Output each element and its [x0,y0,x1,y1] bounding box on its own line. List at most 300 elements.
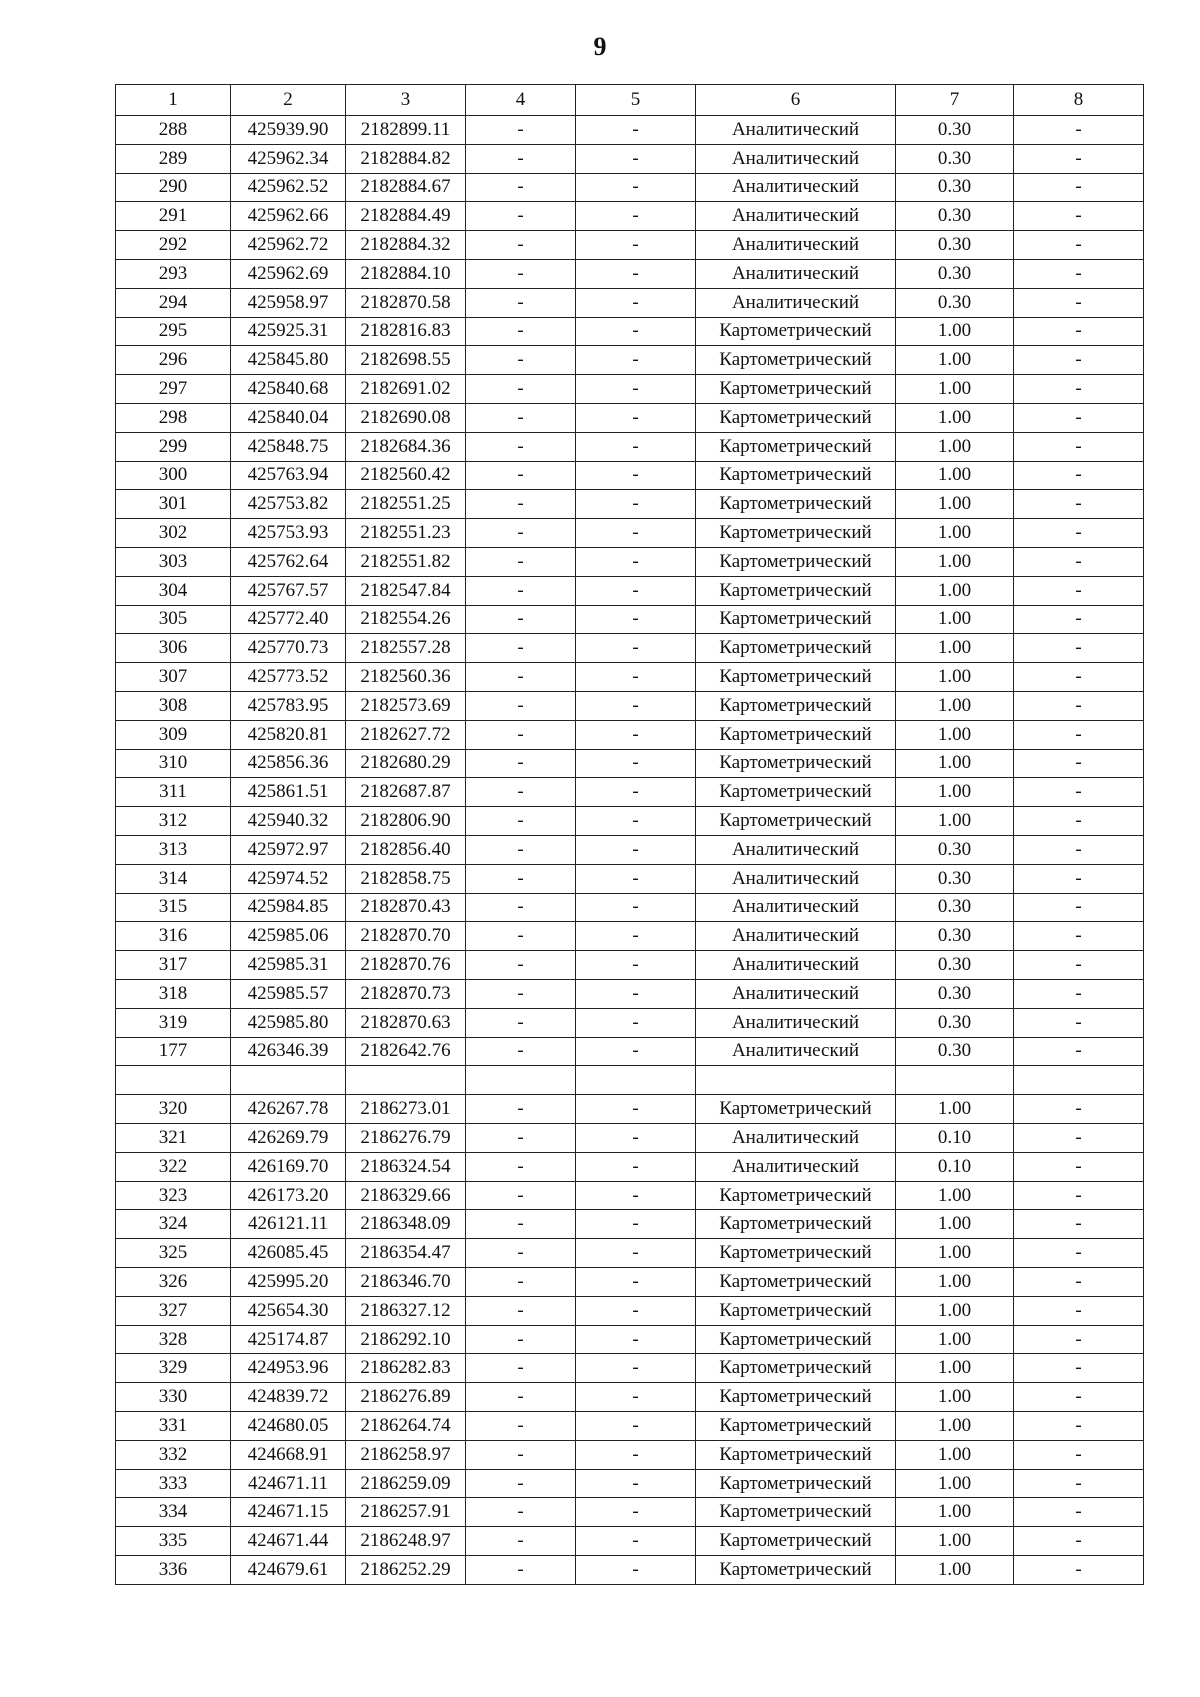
table-cell-col-4: - [466,720,576,749]
table-row [116,346,1144,375]
table-cell-col-7: 1.00 [896,1383,1014,1412]
table-cell-col-5: - [576,634,696,663]
table-cell-col-3: 2182884.49 [346,202,466,231]
table-cell-col-1: 309 [116,720,231,749]
table-cell-col-3: 2186329.66 [346,1181,466,1210]
table-cell-col-2: 424679.61 [231,1556,346,1585]
table-cell-col-5: - [576,144,696,173]
table-row [116,1556,1144,1585]
table-cell-col-2: 425772.40 [231,605,346,634]
table-cell-col-7: 1.00 [896,1325,1014,1354]
column-header-5: 5 [576,85,696,116]
column-header-4: 4 [466,85,576,116]
table-cell-col-7: 1.00 [896,1268,1014,1297]
table-cell-col-5: - [576,835,696,864]
table-cell-col-4: - [466,1296,576,1325]
table-cell-col-8: - [1014,979,1144,1008]
column-header-3: 3 [346,85,466,116]
table-row [116,749,1144,778]
table-cell-col-3: 2186292.10 [346,1325,466,1354]
table-cell-col-5: - [576,259,696,288]
table-cell-col-6: Картометрический [696,1440,896,1469]
table-cell-col-1: 321 [116,1124,231,1153]
table-cell-col-4: - [466,893,576,922]
table-cell-col-6: Картометрический [696,807,896,836]
table-cell-col-4: - [466,1325,576,1354]
table-cell-col-7: 0.30 [896,835,1014,864]
table-cell-col-1: 331 [116,1412,231,1441]
table-cell-col-8: - [1014,634,1144,663]
table-cell-col-5: - [576,432,696,461]
table-cell-col-1: 317 [116,951,231,980]
column-header-8: 8 [1014,85,1144,116]
table-cell-col-4: - [466,605,576,634]
table-cell-col-2: 425174.87 [231,1325,346,1354]
table-cell-col-6: Аналитический [696,116,896,145]
table-cell-col-1: 311 [116,778,231,807]
table-cell-col-1: 293 [116,259,231,288]
table-cell-col-6: Картометрический [696,1325,896,1354]
table-cell-col-1: 296 [116,346,231,375]
table-cell-col-3: 2186276.89 [346,1383,466,1412]
table-cell-col-5: - [576,116,696,145]
table-cell-col-4: - [466,864,576,893]
table-cell-col-1: 326 [116,1268,231,1297]
table-cell-col-5 [576,1066,696,1095]
table-row [116,461,1144,490]
table-cell-col-5: - [576,547,696,576]
table-cell-col-4: - [466,403,576,432]
table-cell-col-6: Картометрический [696,346,896,375]
table-cell-col-3 [346,1066,466,1095]
table-cell-col-4: - [466,1124,576,1153]
table-cell-col-3: 2182870.43 [346,893,466,922]
table-cell-col-1: 300 [116,461,231,490]
table-cell-col-5: - [576,576,696,605]
table-cell-col-1: 298 [116,403,231,432]
table-cell-col-4: - [466,576,576,605]
table-cell-col-6: Аналитический [696,144,896,173]
table-cell-col-4: - [466,1469,576,1498]
table-row [116,1152,1144,1181]
table-cell-col-8: - [1014,1124,1144,1153]
table-cell-col-2: 425783.95 [231,691,346,720]
table-cell-col-7: 0.30 [896,979,1014,1008]
table-row [116,1527,1144,1556]
table-cell-col-1: 313 [116,835,231,864]
table-cell-col-6: Аналитический [696,231,896,260]
table-cell-col-5: - [576,1181,696,1210]
table-cell-col-4: - [466,1268,576,1297]
table-cell-col-8: - [1014,173,1144,202]
table-row [116,605,1144,634]
coordinates-table [115,84,1144,1585]
table-cell-col-1: 288 [116,116,231,145]
table-cell-col-5: - [576,1268,696,1297]
table-cell-col-4: - [466,663,576,692]
table-cell-col-7: 0.30 [896,144,1014,173]
table-cell-col-7: 0.30 [896,202,1014,231]
table-cell-col-2: 425962.52 [231,173,346,202]
table-row [116,835,1144,864]
table-cell-col-3: 2182554.26 [346,605,466,634]
table-cell-col-1: 330 [116,1383,231,1412]
table-cell-col-4: - [466,1412,576,1441]
table-cell-col-1: 307 [116,663,231,692]
table-row [116,231,1144,260]
table-cell-col-3: 2182870.76 [346,951,466,980]
table-cell-col-3: 2182899.11 [346,116,466,145]
table-cell-col-1: 306 [116,634,231,663]
table-cell-col-2: 425753.82 [231,490,346,519]
table-cell-col-5: - [576,1325,696,1354]
table-row [116,1066,1144,1095]
table-cell-col-4: - [466,1239,576,1268]
table-cell-col-2: 425985.57 [231,979,346,1008]
table-cell-col-8: - [1014,1412,1144,1441]
table-cell-col-4: - [466,259,576,288]
table-cell-col-3: 2182560.42 [346,461,466,490]
table-cell-col-1: 332 [116,1440,231,1469]
table-header-row [116,85,1144,116]
table-cell-col-6: Аналитический [696,1124,896,1153]
table-cell-col-3: 2186324.54 [346,1152,466,1181]
table-cell-col-2: 424839.72 [231,1383,346,1412]
table-cell-col-3: 2182884.10 [346,259,466,288]
table-cell-col-7: 1.00 [896,720,1014,749]
table-cell-col-4: - [466,1498,576,1527]
table-cell-col-8: - [1014,605,1144,634]
table-cell-col-8: - [1014,1325,1144,1354]
table-row [116,317,1144,346]
table-cell-col-7: 1.00 [896,1527,1014,1556]
table-cell-col-6: Картометрический [696,576,896,605]
table-cell-col-3: 2182884.67 [346,173,466,202]
table-cell-col-6: Аналитический [696,202,896,231]
table-cell-col-5: - [576,1354,696,1383]
table-cell-col-5: - [576,1440,696,1469]
table-cell-col-4 [466,1066,576,1095]
table-cell-col-4: - [466,461,576,490]
table-cell-col-7: 0.30 [896,173,1014,202]
table-cell-col-2: 425770.73 [231,634,346,663]
table-cell-col-3: 2182547.84 [346,576,466,605]
table-cell-col-2: 425995.20 [231,1268,346,1297]
page-number: 9 [593,32,607,61]
table-cell-col-3: 2186354.47 [346,1239,466,1268]
table-cell-col-7 [896,1066,1014,1095]
column-header-6: 6 [696,85,896,116]
table-cell-col-8 [1014,1066,1144,1095]
table-cell-col-3: 2186252.29 [346,1556,466,1585]
table-cell-col-1 [116,1066,231,1095]
table-cell-col-5: - [576,1527,696,1556]
table-row [116,576,1144,605]
table-cell-col-2: 424680.05 [231,1412,346,1441]
table-cell-col-1: 291 [116,202,231,231]
table-cell-col-3: 2182806.90 [346,807,466,836]
table-cell-col-2: 425974.52 [231,864,346,893]
table-cell-col-5: - [576,1124,696,1153]
table-cell-col-7: 1.00 [896,490,1014,519]
table-cell-col-4: - [466,116,576,145]
table-cell-col-3: 2182551.82 [346,547,466,576]
table-row [116,1325,1144,1354]
table-cell-col-7: 1.00 [896,1354,1014,1383]
table-cell-col-6: Картометрический [696,547,896,576]
table-cell-col-6: Картометрический [696,1469,896,1498]
table-cell-col-8: - [1014,1037,1144,1066]
table-cell-col-5: - [576,1095,696,1124]
table-cell-col-2: 424668.91 [231,1440,346,1469]
table-cell-col-3: 2186348.09 [346,1210,466,1239]
table-cell-col-7: 1.00 [896,691,1014,720]
table-cell-col-8: - [1014,835,1144,864]
table-row [116,691,1144,720]
table-cell-col-1: 336 [116,1556,231,1585]
table-cell-col-6: Картометрический [696,1181,896,1210]
table-cell-col-8: - [1014,375,1144,404]
table-cell-col-7: 0.30 [896,1037,1014,1066]
table-cell-col-7: 1.00 [896,375,1014,404]
table-row [116,1383,1144,1412]
table-cell-col-7: 0.30 [896,259,1014,288]
table-row [116,490,1144,519]
table-cell-col-2: 425925.31 [231,317,346,346]
table-cell-col-2: 425939.90 [231,116,346,145]
table-cell-col-5: - [576,807,696,836]
table-row [116,1124,1144,1153]
table-cell-col-4: - [466,317,576,346]
table-cell-col-3: 2182884.82 [346,144,466,173]
table-cell-col-8: - [1014,116,1144,145]
table-row [116,259,1144,288]
table-cell-col-5: - [576,202,696,231]
table-row [116,864,1144,893]
table-cell-col-4: - [466,231,576,260]
table-cell-col-8: - [1014,461,1144,490]
table-cell-col-6: Аналитический [696,864,896,893]
table-cell-col-1: 289 [116,144,231,173]
table-cell-col-6: Картометрический [696,691,896,720]
table-cell-col-4: - [466,547,576,576]
table-cell-col-3: 2186259.09 [346,1469,466,1498]
table-cell-col-5: - [576,663,696,692]
table-cell-col-1: 320 [116,1095,231,1124]
table-cell-col-6: Картометрический [696,778,896,807]
table-cell-col-4: - [466,432,576,461]
table-cell-col-2: 425845.80 [231,346,346,375]
table-cell-col-2: 425820.81 [231,720,346,749]
table-cell-col-5: - [576,864,696,893]
table-cell-col-8: - [1014,922,1144,951]
table-cell-col-8: - [1014,519,1144,548]
table-cell-col-3: 2182680.29 [346,749,466,778]
table-cell-col-8: - [1014,749,1144,778]
table-cell-col-6: Картометрический [696,461,896,490]
table-cell-col-2: 425962.72 [231,231,346,260]
table-row [116,893,1144,922]
table-cell-col-6: Аналитический [696,1008,896,1037]
table-cell-col-8: - [1014,1556,1144,1585]
table-cell-col-5: - [576,490,696,519]
table-cell-col-4: - [466,1008,576,1037]
table-cell-col-8: - [1014,951,1144,980]
table-cell-col-4: - [466,1152,576,1181]
table-cell-col-6: Картометрический [696,375,896,404]
table-cell-col-3: 2186257.91 [346,1498,466,1527]
table-cell-col-4: - [466,1181,576,1210]
table-cell-col-4: - [466,1037,576,1066]
table-row [116,547,1144,576]
table-cell-col-8: - [1014,1152,1144,1181]
table-row [116,951,1144,980]
table-row [116,288,1144,317]
table-cell-col-2: 425861.51 [231,778,346,807]
table-cell-col-2: 426346.39 [231,1037,346,1066]
table-cell-col-4: - [466,288,576,317]
table-cell-col-1: 297 [116,375,231,404]
table-row [116,1181,1144,1210]
table-cell-col-2: 425762.64 [231,547,346,576]
table-cell-col-1: 316 [116,922,231,951]
table-cell-col-2: 426173.20 [231,1181,346,1210]
table-cell-col-2: 425985.06 [231,922,346,951]
table-cell-col-5: - [576,461,696,490]
table-cell-col-3: 2182627.72 [346,720,466,749]
table-cell-col-3: 2186248.97 [346,1527,466,1556]
table-cell-col-3: 2182690.08 [346,403,466,432]
table-row [116,1440,1144,1469]
table-row [116,979,1144,1008]
table-cell-col-3: 2182551.25 [346,490,466,519]
table-row [116,807,1144,836]
table-cell-col-7: 1.00 [896,778,1014,807]
table-cell-col-5: - [576,519,696,548]
table-cell-col-8: - [1014,576,1144,605]
table-cell-col-8: - [1014,1181,1144,1210]
table-cell-col-8: - [1014,490,1144,519]
table-cell-col-7: 1.00 [896,1498,1014,1527]
table-cell-col-6: Аналитический [696,951,896,980]
table-cell-col-3: 2186258.97 [346,1440,466,1469]
table-cell-col-7: 0.30 [896,922,1014,951]
table-cell-col-7: 0.30 [896,1008,1014,1037]
table-cell-col-5: - [576,893,696,922]
table-cell-col-2: 424953.96 [231,1354,346,1383]
table-row [116,1412,1144,1441]
table-cell-col-6: Картометрический [696,749,896,778]
table-cell-col-6: Картометрический [696,1498,896,1527]
table-cell-col-6: Картометрический [696,1354,896,1383]
table-cell-col-1: 327 [116,1296,231,1325]
table-cell-col-7: 0.30 [896,893,1014,922]
table-row [116,1008,1144,1037]
table-cell-col-8: - [1014,1239,1144,1268]
table-cell-col-8: - [1014,1296,1144,1325]
table-cell-col-5: - [576,173,696,202]
table-row [116,1469,1144,1498]
table-cell-col-8: - [1014,317,1144,346]
table-cell-col-8: - [1014,288,1144,317]
table-cell-col-2: 425856.36 [231,749,346,778]
table-cell-col-3: 2182573.69 [346,691,466,720]
table-cell-col-8: - [1014,864,1144,893]
table-cell-col-6: Картометрический [696,1383,896,1412]
table-cell-col-4: - [466,346,576,375]
table-cell-col-6: Картометрический [696,1268,896,1297]
table-cell-col-6: Картометрический [696,317,896,346]
table-cell-col-8: - [1014,346,1144,375]
table-row [116,778,1144,807]
table-cell-col-3: 2182816.83 [346,317,466,346]
table-cell-col-7: 1.00 [896,1239,1014,1268]
column-header-2: 2 [231,85,346,116]
table-cell-col-1: 304 [116,576,231,605]
table-cell-col-1: 301 [116,490,231,519]
table-cell-col-8: - [1014,547,1144,576]
table-cell-col-2: 425985.31 [231,951,346,980]
table-cell-col-7: 0.30 [896,288,1014,317]
table-cell-col-2: 426085.45 [231,1239,346,1268]
table-cell-col-5: - [576,1469,696,1498]
table-cell-col-8: - [1014,1527,1144,1556]
table-cell-col-1: 305 [116,605,231,634]
table-cell-col-2: 425962.66 [231,202,346,231]
table-cell-col-5: - [576,1296,696,1325]
table-cell-col-6: Картометрический [696,1239,896,1268]
table-cell-col-1: 318 [116,979,231,1008]
table-cell-col-6: Аналитический [696,259,896,288]
table-cell-col-6: Картометрический [696,1296,896,1325]
table-cell-col-7: 1.00 [896,1210,1014,1239]
table-cell-col-7: 1.00 [896,317,1014,346]
table-cell-col-6: Аналитический [696,893,896,922]
table-cell-col-6: Картометрический [696,1527,896,1556]
table-cell-col-1: 319 [116,1008,231,1037]
table-cell-col-5: - [576,1383,696,1412]
table-cell-col-5: - [576,317,696,346]
table-cell-col-2: 426269.79 [231,1124,346,1153]
table-cell-col-5: - [576,1037,696,1066]
table-cell-col-3: 2182642.76 [346,1037,466,1066]
table-cell-col-5: - [576,1210,696,1239]
table-cell-col-6: Картометрический [696,490,896,519]
table-cell-col-7: 1.00 [896,634,1014,663]
table-cell-col-8: - [1014,403,1144,432]
table-cell-col-8: - [1014,259,1144,288]
table-cell-col-8: - [1014,202,1144,231]
table-cell-col-8: - [1014,691,1144,720]
table-cell-col-7: 1.00 [896,346,1014,375]
table-cell-col-4: - [466,979,576,1008]
table-cell-col-4: - [466,922,576,951]
table-cell-col-7: 1.00 [896,1556,1014,1585]
table-cell-col-1: 308 [116,691,231,720]
table-cell-col-3: 2182884.32 [346,231,466,260]
table-cell-col-1: 328 [116,1325,231,1354]
table-cell-col-1: 294 [116,288,231,317]
table-cell-col-8: - [1014,663,1144,692]
table-cell-col-5: - [576,1498,696,1527]
table-cell-col-8: - [1014,1268,1144,1297]
table-cell-col-2: 425985.80 [231,1008,346,1037]
table-row [116,1268,1144,1297]
table-cell-col-6: Аналитический [696,1037,896,1066]
table-cell-col-5: - [576,979,696,1008]
table-cell-col-4: - [466,1354,576,1383]
table-cell-col-4: - [466,1556,576,1585]
